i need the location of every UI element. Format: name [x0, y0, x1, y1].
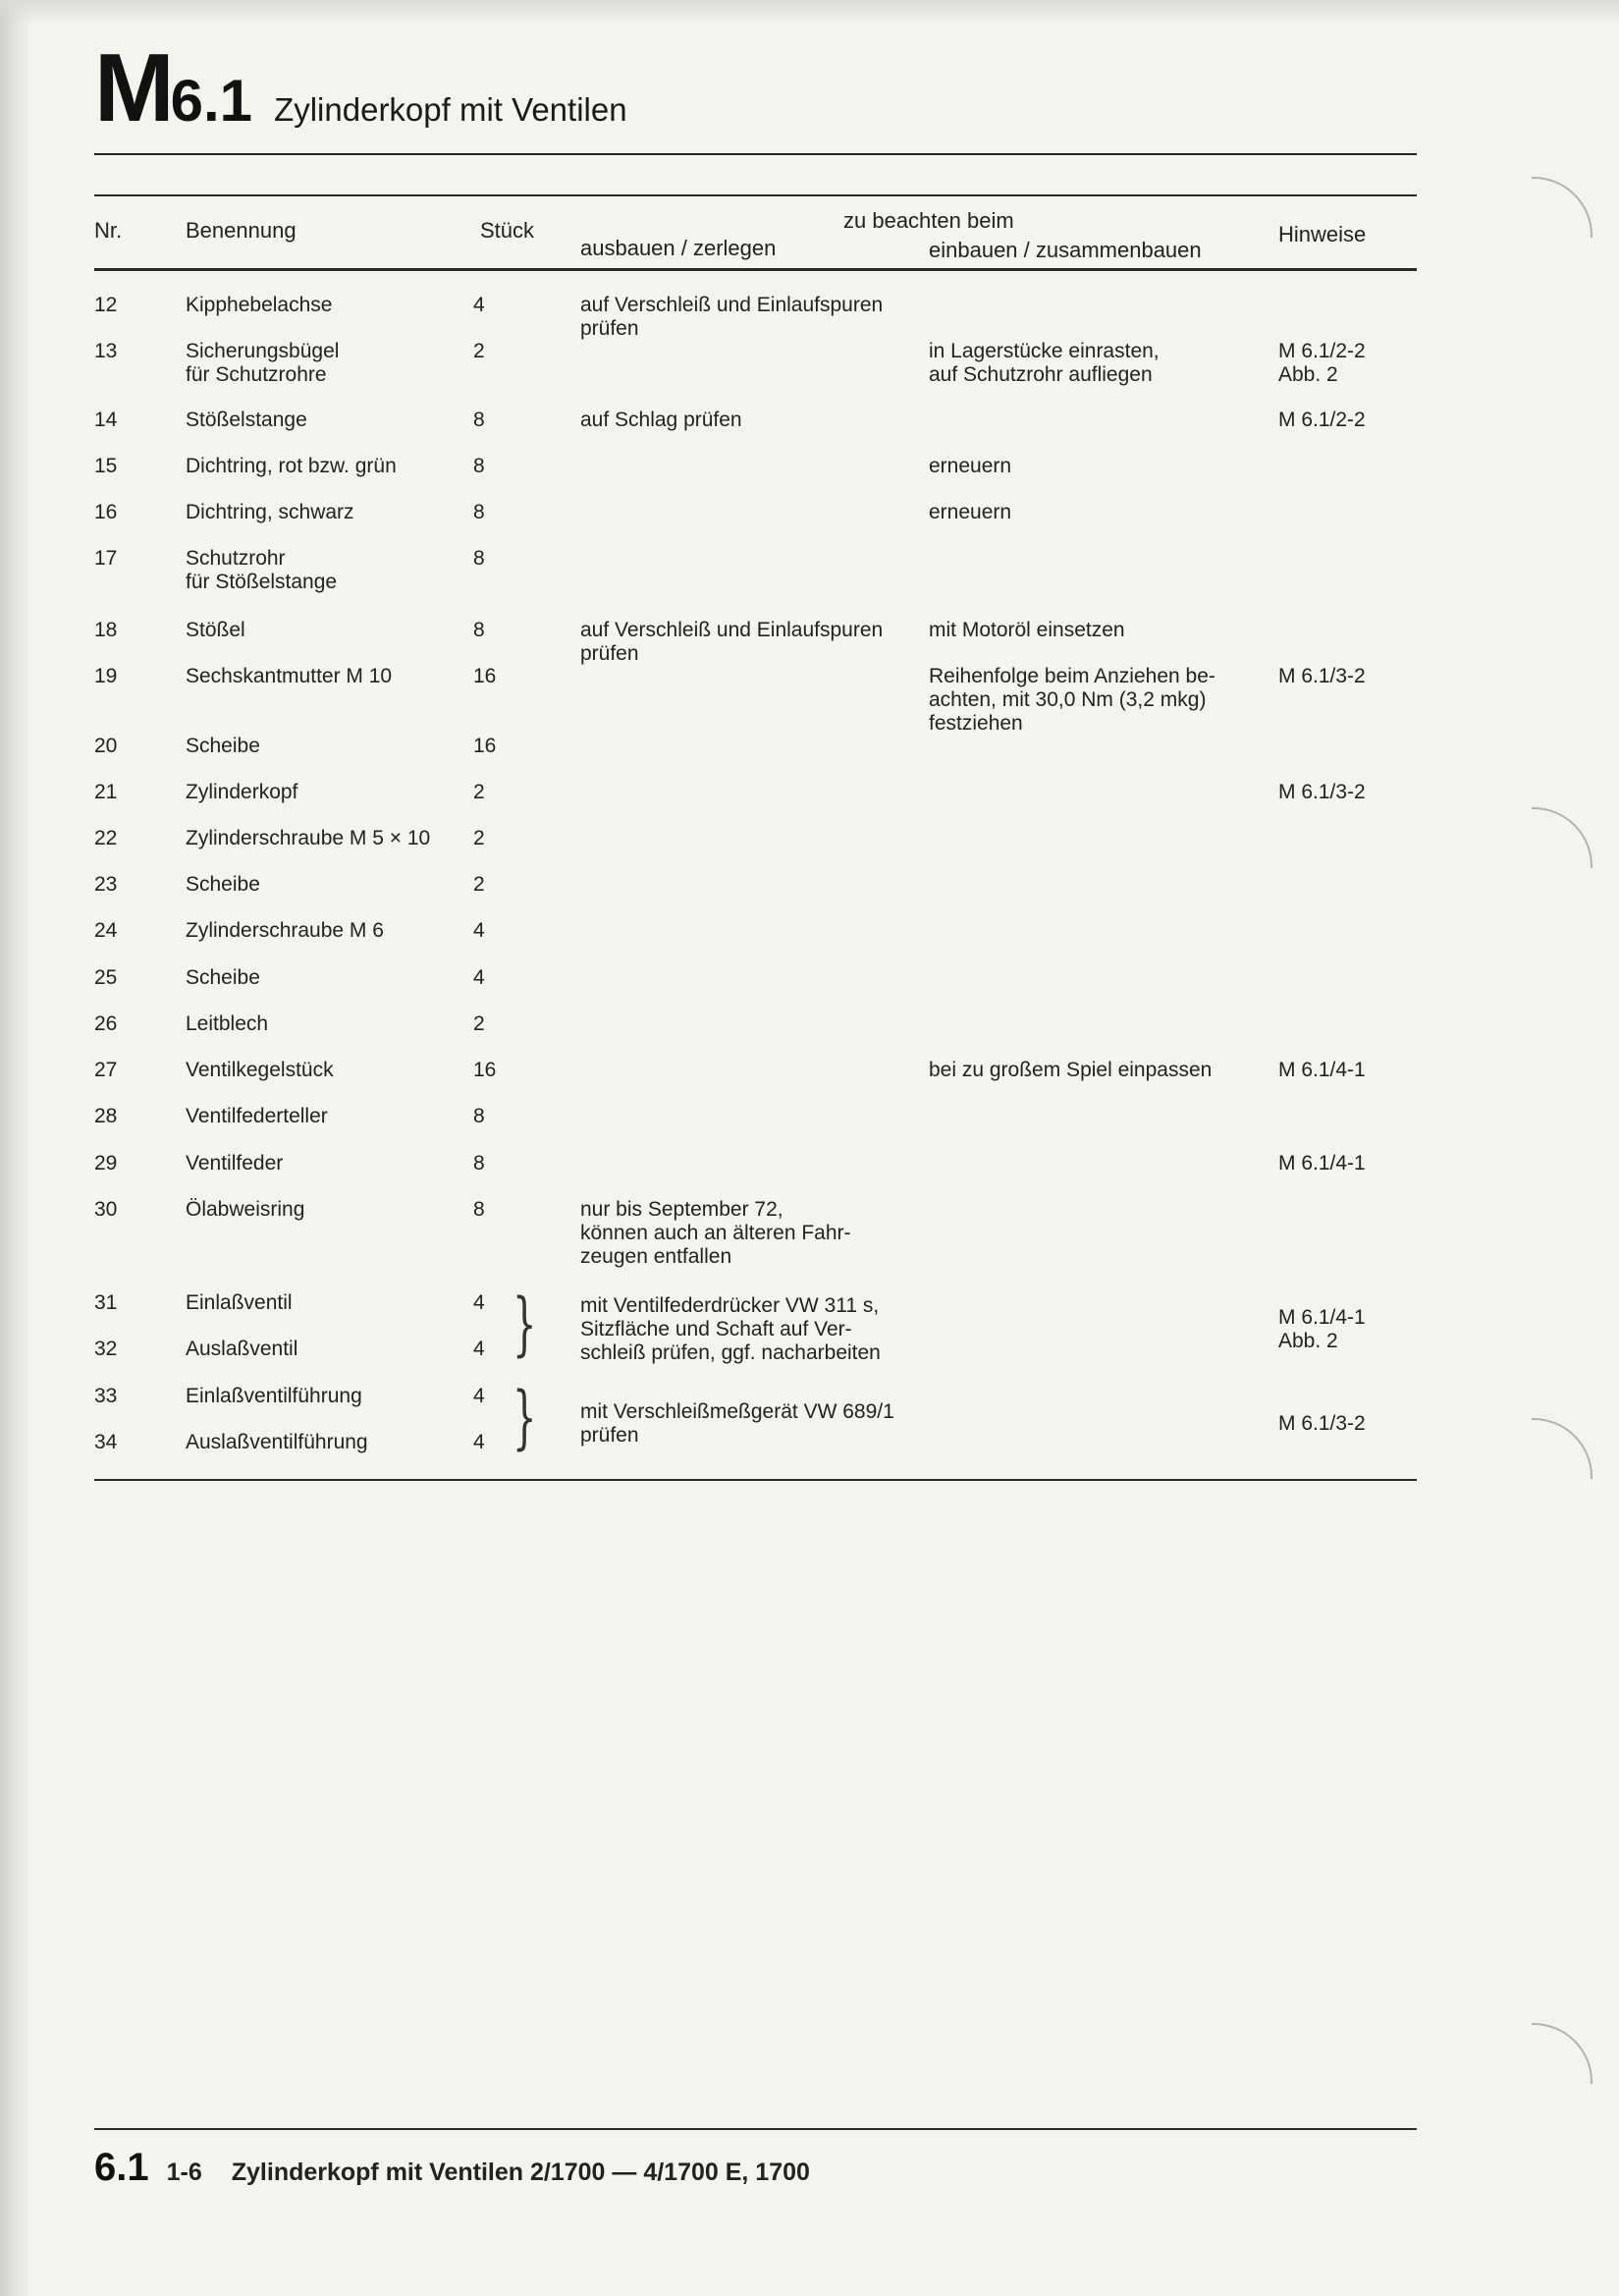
table-header-rule: [94, 268, 1417, 271]
row-stueck: 8: [473, 1152, 485, 1175]
row-benennung: Sicherungsbügel für Schutzrohre: [186, 340, 340, 386]
group-ref-guides: M 6.1/3-2: [1278, 1412, 1366, 1435]
row-benennung: Zylinderschraube M 6: [186, 919, 384, 942]
group-note-valves: mit Ventilfederdrücker VW 311 s, Sitzfläche und Schaft auf Ver- schleiß prüfen, ggf. nacharbeiten: [580, 1294, 881, 1364]
footer-rule: [94, 2128, 1417, 2130]
row-number: 26: [94, 1012, 118, 1035]
row-number: 31: [94, 1291, 118, 1314]
table-bottom-rule: [94, 1479, 1417, 1481]
punch-mark: [1532, 2023, 1592, 2084]
punch-mark: [1532, 177, 1592, 238]
row-number: 32: [94, 1338, 118, 1360]
row-number: 14: [94, 409, 118, 431]
row-einbauen: mit Motoröl einsetzen: [929, 619, 1125, 641]
col-header-hinweise: Hinweise: [1278, 222, 1367, 246]
row-number: 16: [94, 501, 118, 523]
row-ausbauen: auf Verschleiß und Einlaufspuren prüfen: [580, 619, 884, 665]
header-letter: M: [94, 33, 169, 141]
row-hinweise: M 6.1/3-2: [1278, 781, 1366, 803]
row-benennung: Stößel: [186, 619, 245, 641]
group-ref-valves: M 6.1/4-1 Abb. 2: [1278, 1306, 1366, 1352]
punch-mark: [1532, 807, 1592, 868]
table-top-rule: [94, 194, 1417, 196]
row-stueck: 2: [473, 1012, 485, 1035]
row-stueck: 16: [473, 1059, 497, 1081]
group-note-guides: mit Verschleißmeßgerät VW 689/1 prüfen: [580, 1400, 894, 1447]
row-benennung: Dichtring, rot bzw. grün: [186, 455, 397, 477]
row-number: 33: [94, 1385, 118, 1407]
row-benennung: Dichtring, schwarz: [186, 501, 354, 523]
row-number: 18: [94, 619, 118, 641]
row-stueck: 8: [473, 1198, 485, 1221]
row-stueck: 2: [473, 781, 485, 803]
row-benennung: Ventilfeder: [186, 1152, 284, 1175]
row-benennung: Leitblech: [186, 1012, 269, 1035]
row-hinweise: M 6.1/2-2 Abb. 2: [1278, 340, 1366, 386]
row-ausbauen: nur bis September 72, können auch an älteren Fahr- zeugen entfallen: [580, 1198, 851, 1268]
row-number: 34: [94, 1431, 118, 1453]
row-stueck: 16: [473, 665, 497, 687]
row-number: 13: [94, 340, 118, 362]
row-number: 15: [94, 455, 118, 477]
row-stueck: 8: [473, 455, 485, 477]
page-title: Zylinderkopf mit Ventilen: [274, 91, 627, 128]
row-stueck: 8: [473, 619, 485, 641]
row-stueck: 8: [473, 547, 485, 570]
row-benennung: Zylinderschraube M 5 × 10: [186, 827, 431, 849]
row-number: 20: [94, 735, 118, 757]
header-number: 6.1: [170, 68, 253, 134]
row-benennung: Ventilfederteller: [186, 1105, 328, 1127]
row-benennung: Einlaßventil: [186, 1291, 293, 1314]
row-einbauen: erneuern: [929, 501, 1012, 523]
col-header-einbauen: einbauen / zusammenbauen: [929, 238, 1202, 262]
row-number: 29: [94, 1152, 118, 1175]
row-benennung: Ölabweisring: [186, 1198, 305, 1221]
row-number: 22: [94, 827, 118, 849]
row-benennung: Scheibe: [186, 966, 260, 989]
footer-title: Zylinderkopf mit Ventilen 2/1700 — 4/1700 E, 1700: [231, 2159, 810, 2186]
row-number: 17: [94, 547, 118, 570]
row-stueck: 4: [473, 1385, 485, 1407]
punch-mark: [1532, 1418, 1592, 1479]
row-hinweise: M 6.1/3-2: [1278, 665, 1366, 687]
row-benennung: Sechskantmutter M 10: [186, 665, 393, 687]
row-benennung: Schutzrohr für Stößelstange: [186, 547, 338, 593]
row-number: 12: [94, 294, 118, 316]
page-footer: [94, 2146, 810, 2190]
row-stueck: 4: [473, 966, 485, 989]
row-benennung: Kipphebelachse: [186, 294, 333, 316]
row-stueck: 4: [473, 1431, 485, 1453]
row-benennung: Scheibe: [186, 873, 260, 896]
footer-section: 6.1: [94, 2146, 149, 2189]
row-stueck: 8: [473, 409, 485, 431]
row-benennung: Auslaßventil: [186, 1338, 298, 1360]
col-header-ausbauen: ausbauen / zerlegen: [580, 236, 777, 260]
row-hinweise: M 6.1/2-2: [1278, 409, 1366, 431]
row-stueck: 2: [473, 827, 485, 849]
row-einbauen: bei zu großem Spiel einpassen: [929, 1059, 1213, 1081]
footer-page: 1-6: [166, 2159, 202, 2186]
group-brace-guides: }: [513, 1377, 537, 1457]
row-number: 23: [94, 873, 118, 896]
row-hinweise: M 6.1/4-1: [1278, 1152, 1366, 1175]
row-stueck: 4: [473, 1291, 485, 1314]
col-header-stueck: Stück: [480, 218, 535, 243]
row-benennung: Ventilkegelstück: [186, 1059, 334, 1081]
header-rule: [94, 153, 1417, 155]
col-header-zu-beachten: zu beachten beim: [843, 208, 1014, 233]
row-einbauen: in Lagerstücke einrasten, auf Schutzrohr aufliegen: [929, 340, 1160, 386]
row-ausbauen: auf Schlag prüfen: [580, 409, 742, 431]
group-brace-valves: }: [513, 1284, 537, 1364]
col-header-benennung: Benennung: [186, 218, 297, 243]
row-hinweise: M 6.1/4-1: [1278, 1059, 1366, 1081]
row-number: 28: [94, 1105, 118, 1127]
row-number: 30: [94, 1198, 118, 1221]
row-stueck: 16: [473, 735, 497, 757]
row-benennung: Einlaßventilführung: [186, 1385, 362, 1407]
row-stueck: 8: [473, 501, 485, 523]
row-number: 24: [94, 919, 118, 942]
row-number: 27: [94, 1059, 118, 1081]
scan-edge-shadow: [0, 0, 33, 2296]
page-header: [94, 33, 627, 141]
row-einbauen: Reihenfolge beim Anziehen be- achten, mit 30,0 Nm (3,2 mkg) festziehen: [929, 665, 1215, 735]
row-stueck: 2: [473, 873, 485, 896]
row-number: 19: [94, 665, 118, 687]
row-stueck: 2: [473, 340, 485, 362]
row-ausbauen: auf Verschleiß und Einlaufspuren prüfen: [580, 294, 884, 340]
row-benennung: Zylinderkopf: [186, 781, 298, 803]
row-stueck: 4: [473, 919, 485, 942]
row-stueck: 4: [473, 294, 485, 316]
col-header-nr: Nr.: [94, 218, 123, 243]
row-stueck: 8: [473, 1105, 485, 1127]
row-stueck: 4: [473, 1338, 485, 1360]
row-number: 25: [94, 966, 118, 989]
row-benennung: Scheibe: [186, 735, 260, 757]
row-number: 21: [94, 781, 118, 803]
row-benennung: Stößelstange: [186, 409, 307, 431]
scan-top-shadow: [0, 0, 1619, 24]
row-einbauen: erneuern: [929, 455, 1012, 477]
row-benennung: Auslaßventilführung: [186, 1431, 368, 1453]
